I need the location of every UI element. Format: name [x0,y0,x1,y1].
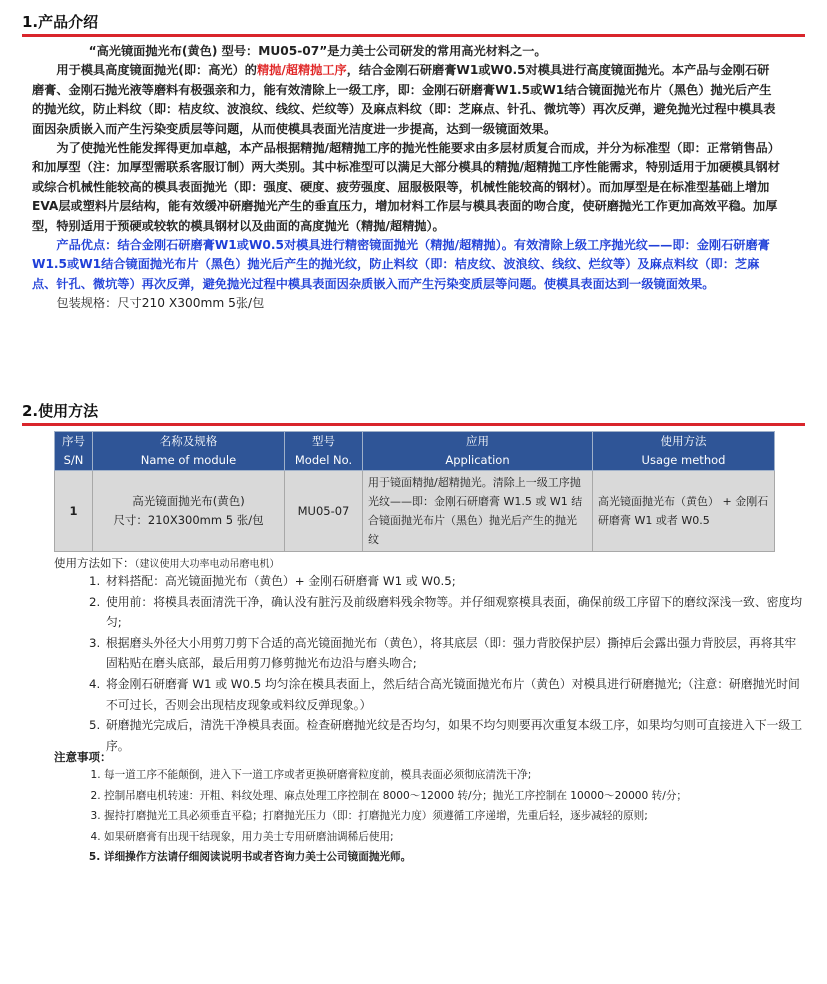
list-item: 2. 控制吊磨电机转速：开粗、料纹处理、麻点处理工序控制在 8000～12000 转/分；抛光工序控制在 10000～20000 转/分； [104,786,804,807]
list-item: 4. 如果研磨膏有出现干结现象，用力美士专用研磨油调稀后使用; [104,827,804,848]
header-application-en: Application [445,453,510,467]
section-1-divider [22,34,805,37]
list-item: 1. 每一道工序不能颠倒，进入下一道工序或者更换研磨膏粒度前，模具表面必须彻底清洗干净; [104,765,804,786]
intro-paragraph-3: 为了使抛光性能发挥得更加卓越，本产品根据精抛/超精抛工序的抛光性能要求由多层材质复合而成，并分为标准型（即：正常销售品）和加厚型（注：加厚型需联系客服订制）两大类别。其中标准型可以满足大部分模具的精抛/超精抛工序性能需求，特别适用于加硬模具钢材或综合机械性能较高的模具表面抛光（即：强度、硬度、疲劳强度、屈服极限等，机械性能较高的钢材）。而加厚型是在标准型基础上增加EVA层或塑料片层结构，能有效缓冲研磨抛光产生的垂直压力，增加材料工作层与模具表面的吻合度，使研磨抛光工作更加高效平稳。加厚型，特别适用于预硬或较软的模具钢材以及曲面的高度抛光（精抛/超精抛）。 [32,141,780,233]
intro-text [32,42,780,314]
header-sn-en: S/N [63,453,84,467]
usage-heading [54,555,280,571]
cell-name [93,471,285,552]
usage-head: 使用方法如下： [54,556,135,570]
table-row [55,471,775,552]
header-sn-cn: 序号 [62,434,85,448]
cell-application: 用于镜面精抛/超精抛光。清除上一级工序抛光纹——即：金刚石研磨膏 W1.5 或 W1 结合镜面抛光布片（黑色）抛光后产生的抛光纹 [363,471,593,552]
intro-paragraph-packaging: 包装规格：尺寸210 X300mm 5张/包 [56,296,265,311]
list-item: 5. 研磨抛光完成后，清洗干净模具表面。检查研磨抛光纹是否均匀，如果不均匀则要再次重复本级工序，如果均匀则可直接进入下一级工序。 [104,715,804,756]
header-sn [55,432,93,471]
header-name [93,432,285,471]
list-item: 2. 使用前：将模具表面清洗干净，确认没有脏污及前级磨料残余物等。并仔细观察模具表面，确保前级工序留下的磨纹深浅一致、密度均匀; [104,592,804,633]
list-item: 3. 握持打磨抛光工具必须垂直平稳；打磨抛光压力（即：打磨抛光力度）须遵循工序递增，先重后轻，逐步减轻的原则; [104,806,804,827]
intro-p2-highlight: 精抛/超精抛工序 [256,63,347,78]
usage-steps [82,571,804,756]
list-item: 4. 将金刚石研磨膏 W1 或 W0.5 均匀涂在模具表面上，然后结合高光镜面抛光布片（黄色）对模具进行研磨抛光;（注意：研磨抛光时间不可过长，否则会出现桔皮现象或料纹反弹现象。） [104,674,804,715]
cell-name-line1: 高光镜面抛光布(黄色) [132,494,245,508]
notes-list [82,765,804,868]
cell-sn: 1 [55,471,93,552]
header-name-cn: 名称及规格 [159,434,218,448]
section-1-title: 1.产品介绍 [22,13,99,31]
section-2-divider [22,423,805,426]
usage-spec-table [54,431,775,552]
header-usage-cn: 使用方法 [660,434,707,448]
intro-p2-lead: 用于模具高度镜面抛光(即：高光）的 [56,63,257,78]
intro-paragraph-1: “高光镜面抛光布(黄色) 型号：MU05-07”是力美士公司研发的常用高光材料之一。 [88,44,547,58]
header-model [285,432,363,471]
header-usage [593,432,775,471]
notes-heading: 注意事项： [54,750,112,764]
header-model-en: Model No. [294,453,353,467]
intro-paragraph-advantages: 产品优点：结合金刚石研磨膏W1或W0.5对模具进行精密镜面抛光（精抛/超精抛）。有效清除上级工序抛光纹——即：金刚石研磨膏W1.5或W1结合镜面抛光布片（黑色）抛光后产生的抛光纹，防止料纹（即：桔皮纹、波浪纹、线纹、烂纹等）及麻点料纹（即：芝麻点、针孔、微坑等）再次反弹，避免抛光过程中模具表面因杂质嵌入而产生污染变质层等问题。使模具表面达到一级镜面效果。 [32,238,770,291]
table-header-row [55,432,775,471]
intro-p2-rest: ，结合金刚石研磨膏W1或W0.5对模具进行高度镜面抛光。本产品与金刚石研磨膏、金刚石抛光液等磨料有极强亲和力，能有效清除上一级工序，即：金刚石研磨膏W1.5或W1结合镜面抛光布片（黑色）抛光后产生的抛光纹，防止料纹（即：桔皮纹、波浪纹、线纹、烂纹等）及麻点料纹（即：芝麻点、针孔、微坑等）再次反弹，避免抛光过程中模具表面因杂质嵌入而产生污染变质层等问题，从而使模具表面光洁度进一步提高，达到一级镜面效果。 [32,63,776,136]
list-item: 3. 根据磨头外径大小用剪刀剪下合适的高光镜面抛光布（黄色），将其底层（即：强力背胶保护层）撕掉后会露出强力背胶层，再将其牢固粘贴在磨头底部，最后用剪刀修剪抛光布边沿与磨头吻合; [104,633,804,674]
header-application [363,432,593,471]
header-name-en: Name of module [140,453,237,467]
section-2-title: 2.使用方法 [22,402,99,420]
list-item: 1. 材料搭配：高光镜面抛光布（黄色）+ 金刚石研磨膏 W1 或 W0.5; [104,571,804,592]
cell-name-line2: 尺寸：210X300mm 5 张/包 [113,513,264,527]
header-model-cn: 型号 [312,434,335,448]
header-usage-en: Usage method [641,453,726,467]
usage-head-note: （建议使用大功率电动吊磨电机） [134,559,280,570]
cell-model: MU05-07 [285,471,363,552]
intro-paragraph-2 [32,61,780,139]
list-item: 5. 详细操作方法请仔细阅读说明书或者咨询力美士公司镜面抛光师。 [104,847,804,868]
cell-usage: 高光镜面抛光布（黄色） + 金刚石研磨膏 W1 或者 W0.5 [593,471,775,552]
header-application-cn: 应用 [466,434,489,448]
